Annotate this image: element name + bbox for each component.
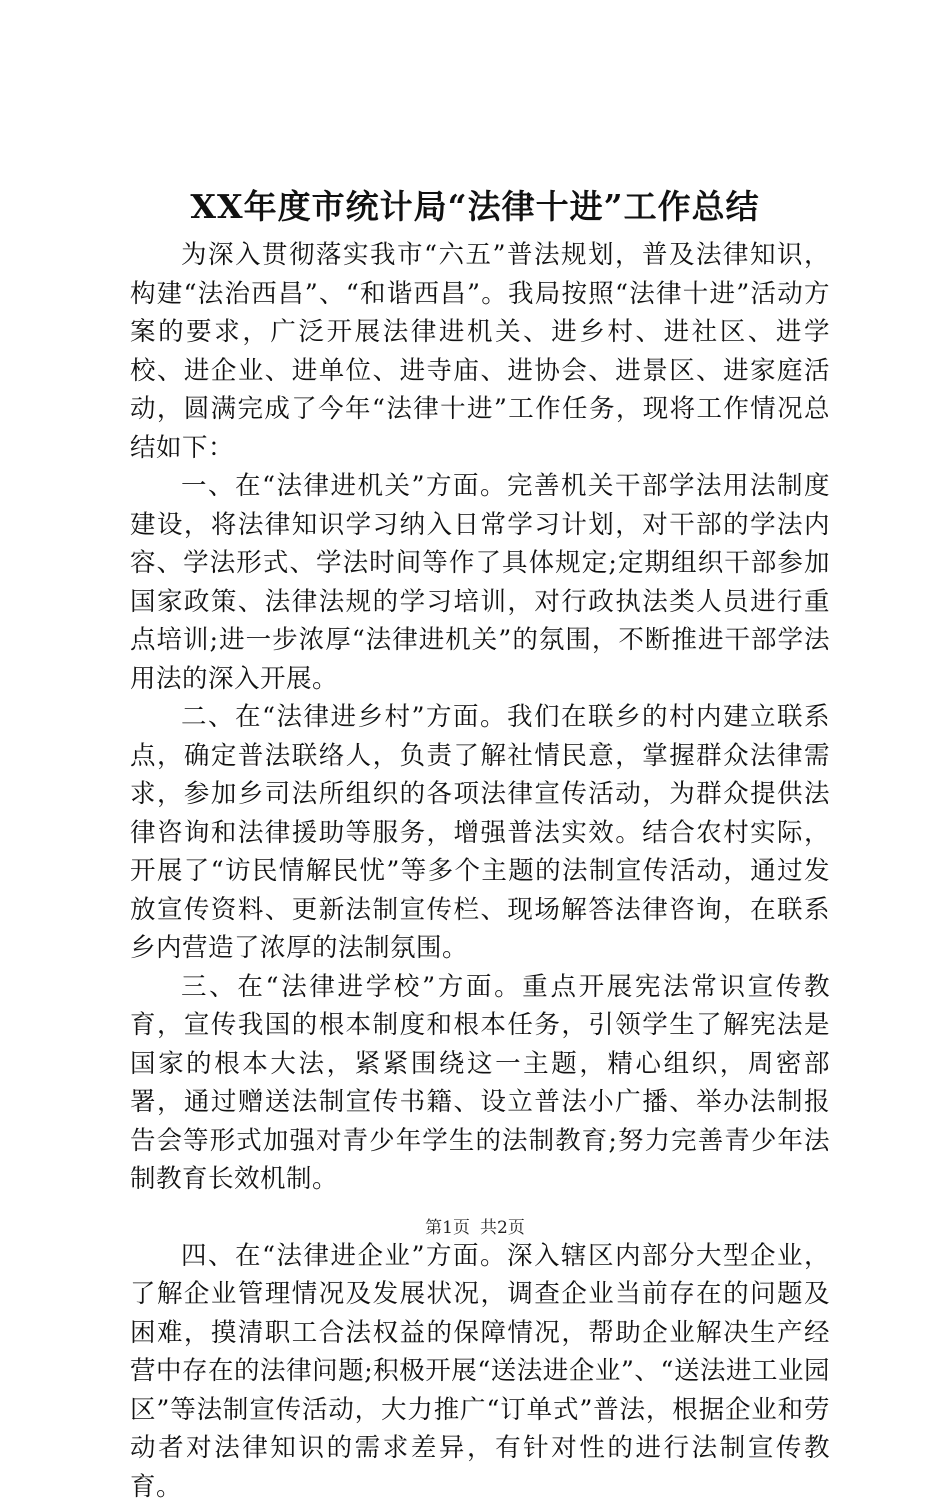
document-body: [130, 236, 830, 1506]
page-footer: [0, 1215, 950, 1241]
paragraph-section-2: 二、在“法律进乡村”方面。我们在联乡的村内建立联系点，确定普法联络人，负责了解社情民意，掌握群众法律需求，参加乡司法所组织的各项法律宣传活动，为群众提供法律咨询和法律援助等服务，增强普法实效。结合农村实际，开展了“访民情解民忧”等多个主题的法制宣传活动，通过发放宣传资料、更新法制宣传栏、现场解答法律咨询，在联系乡内营造了浓厚的法制氛围。: [130, 698, 830, 968]
paragraph-section-1: 一、在“法律进机关”方面。完善机关干部学法用法制度建设，将法律知识学习纳入日常学习计划，对干部的学法内容、学法形式、学法时间等作了具体规定;定期组织干部参加国家政策、法律法规的学习培训，对行政执法类人员进行重点培训;进一步浓厚“法律进机关”的氛围，不断推进干部学法用法的深入开展。: [130, 467, 830, 698]
paragraph-intro: 为深入贯彻落实我市“六五”普法规划，普及法律知识，构建“法治西昌”、“和谐西昌”。我局按照“法律十进”活动方案的要求，广泛开展法律进机关、进乡村、进社区、进学校、进企业、进单位、进寺庙、进协会、进景区、进家庭活动，圆满完成了今年“法律十进”工作任务，现将工作情况总结如下：: [130, 236, 830, 467]
page-number: 第1页: [425, 1218, 470, 1238]
paragraph-section-4: 四、在“法律进企业”方面。深入辖区内部分大型企业，了解企业管理情况及发展状况，调查企业当前存在的问题及困难，摸清职工合法权益的保障情况，帮助企业解决生产经营中存在的法律问题;积极开展“送法进企业”、“送法进工业园区”等法制宣传活动，大力推广“订单式”普法，根据企业和劳动者对法律知识的需求差异，有针对性的进行法制宣传教育。: [130, 1237, 830, 1506]
paragraph-section-3: 三、在“法律进学校”方面。重点开展宪法常识宣传教育，宣传我国的根本制度和根本任务，引领学生了解宪法是国家的根本大法，紧紧围绕这一主题，精心组织，周密部署，通过赠送法制宣传书籍、设立普法小广播、举办法制报告会等形式加强对青少年学生的法制教育;努力完善青少年法制教育长效机制。: [130, 968, 830, 1199]
page-total: 共2页: [480, 1218, 525, 1238]
document-title: XX年度市统计局“法律十进”工作总结: [0, 183, 950, 231]
